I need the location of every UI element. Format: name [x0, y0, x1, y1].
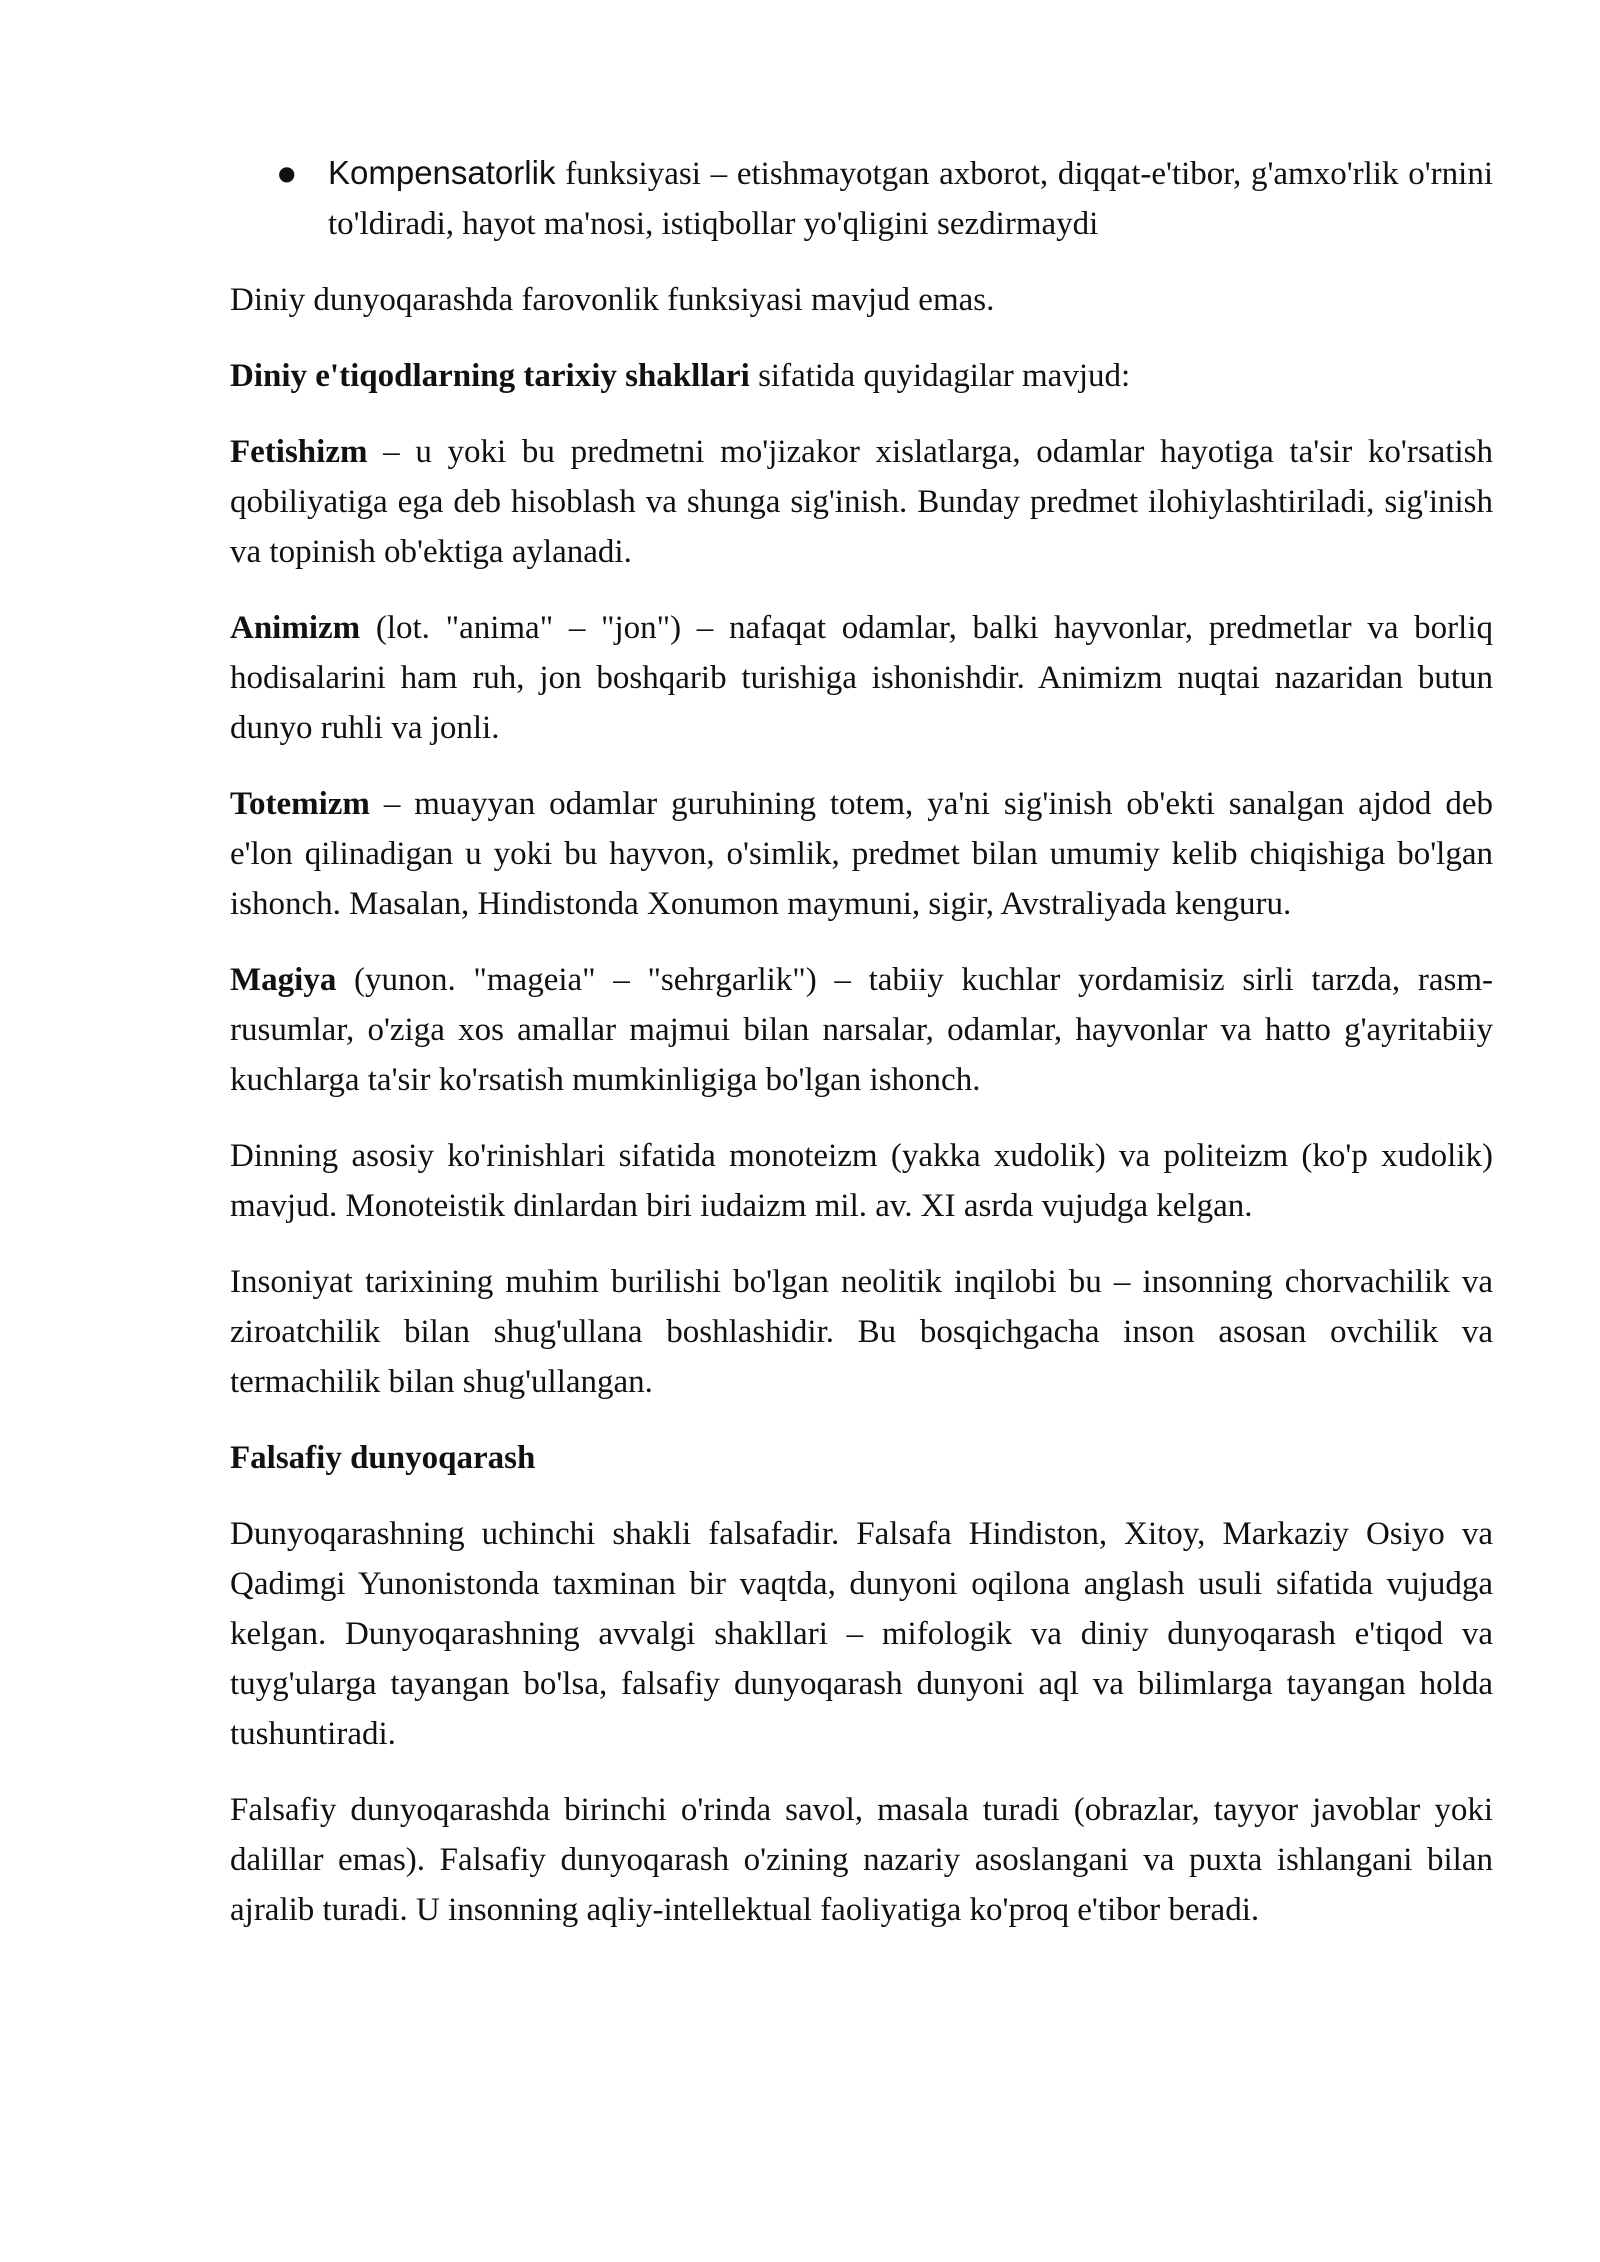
- paragraph-magic-text: (yunon. "mageia" – "sehrgarlik") – tabiiy kuchlar yordamisiz sirli tarzda, rasm-rusumlar, o'ziga xos amallar majmui bilan narsalar, odamlar, hayvonlar va hatto g'ayritabiiy kuchlarga ta'sir ko'rsatish mumkinligiga bo'lgan ishonch.: [230, 962, 1493, 1098]
- term-animism: Animizm: [230, 610, 361, 646]
- term-historical-forms: Diniy e'tiqodlarning tarixiy shakllari: [230, 358, 750, 394]
- bullet-item: [278, 148, 1493, 249]
- paragraph-welfare-function: Diniy dunyoqarashda farovonlik funksiyasi mavjud emas.: [230, 282, 995, 318]
- paragraph-historical-forms-text: sifatida quyidagilar mavjud:: [749, 358, 1131, 394]
- bullet-list: [230, 148, 1493, 249]
- paragraph-totemism: [230, 779, 1493, 929]
- paragraph-neolithic: Insoniyat tarixining muhim burilishi bo'lgan neolitik inqilobi bu – insonning chorvachilik va ziroatchilik bilan shug'ullana boshlashidir. Bu bosqichgacha inson asosan ovchilik va termachilik bilan shug'ullangan.: [230, 1264, 1493, 1400]
- paragraph-monotheism: Dinning asosiy ko'rinishlari sifatida monoteizm (yakka xudolik) va politeizm (ko'p xudolik) mavjud. Monoteistik dinlardan biri iudaizm mil. av. XI asrda vujudga kelgan.: [230, 1138, 1493, 1224]
- paragraph-animism-text: (lot. "anima" – "jon") – nafaqat odamlar, balki hayvonlar, predmetlar va borliq hodisalarini ham ruh, jon boshqarib turishiga ishonishdir. Animizm nuqtai nazaridan butun dunyo ruhli va jonli.: [230, 610, 1493, 746]
- section-heading-philosophical-worldview: Falsafiy dunyoqarash: [230, 1440, 536, 1476]
- paragraph-fetishism: [230, 427, 1493, 577]
- term-fetishism: Fetishizm: [230, 434, 368, 470]
- term-magic: Magiya: [230, 962, 337, 998]
- paragraph-magic: [230, 955, 1493, 1105]
- paragraph-philosophy-origin: Dunyoqarashning uchinchi shakli falsafadir. Falsafa Hindiston, Xitoy, Markaziy Osiyo va Qadimgi Yunonistonda taxminan bir vaqtda, dunyoni oqilona anglash usuli sifatida vujudga kelgan. Dunyoqarashning avvalgi shakllari – mifologik va diniy dunyoqarash e'tiqod va tuyg'ularga tayangan bo'lsa, falsafiy dunyoqarash dunyoni aql va bilimlarga tayangan holda tushuntiradi.: [230, 1516, 1493, 1752]
- document-page: [230, 148, 1493, 1961]
- paragraph-animism: [230, 603, 1493, 753]
- bullet-lead: Kompensatorlik: [328, 154, 556, 191]
- paragraph-totemism-text: – muayyan odamlar guruhining totem, ya'ni sig'inish ob'ekti sanalgan ajdod deb e'lon qilinadigan u yoki bu hayvon, o'simlik, predmet bilan umumiy kelib chiqishiga bo'lgan ishonch. Masalan, Hindistonda Xonumon maymuni, sigir, Avstraliyada kenguru.: [230, 786, 1493, 922]
- bullet-text: [328, 156, 1493, 242]
- bullet-body: funksiyasi – etishmayotgan axborot, diqqat-e'tibor, g'amxo'rlik o'rnini to'ldiradi, hayot ma'nosi, istiqbollar yo'qligini sezdirmaydi: [328, 156, 1493, 242]
- bullet-dot-icon: ●: [278, 161, 296, 185]
- term-totemism: Totemizm: [230, 786, 370, 822]
- paragraph-historical-forms: [230, 351, 1493, 401]
- paragraph-philosophy-question: Falsafiy dunyoqarashda birinchi o'rinda savol, masala turadi (obrazlar, tayyor javoblar yoki dalillar emas). Falsafiy dunyoqarash o'zining nazariy asoslangani va puxta ishlangani bilan ajralib turadi. U insonning aqliy-intellektual faoliyatiga ko'proq e'tibor beradi.: [230, 1792, 1493, 1928]
- paragraph-fetishism-text: – u yoki bu predmetni mo'jizakor xislatlarga, odamlar hayotiga ta'sir ko'rsatish qobiliyatiga ega deb hisoblash va shunga sig'inish. Bunday predmet ilohiylashtiriladi, sig'inish va topinish ob'ektiga aylanadi.: [230, 434, 1493, 570]
